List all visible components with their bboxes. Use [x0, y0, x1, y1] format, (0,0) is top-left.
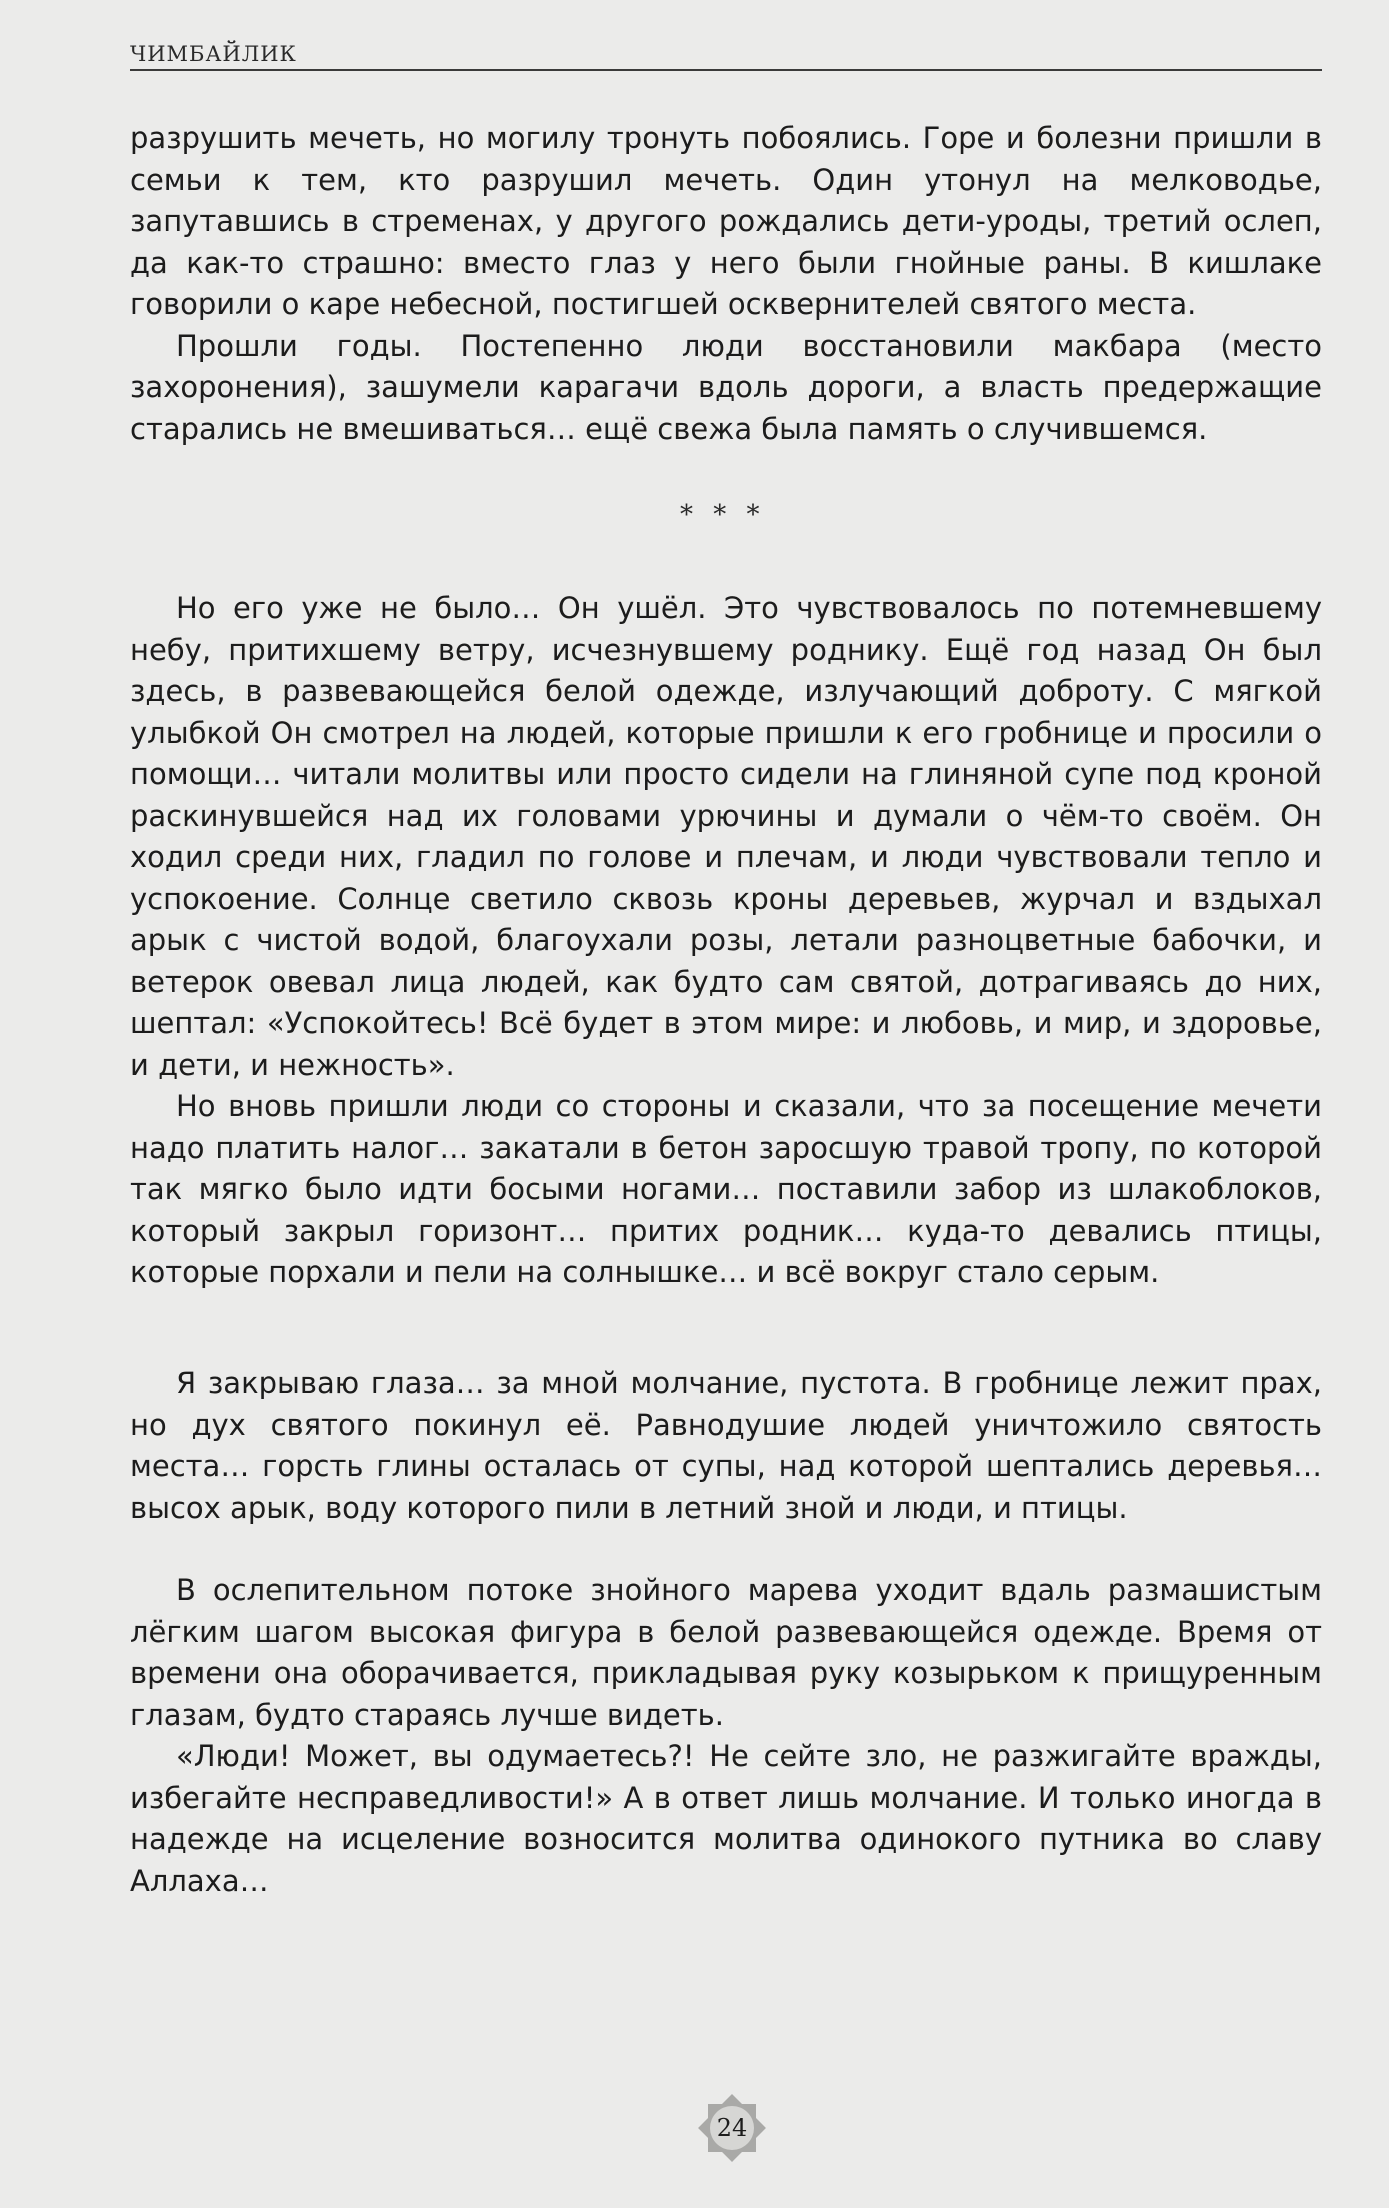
page-number: 24 [716, 2114, 748, 2142]
paragraph: В ослепительном потоке знойного марева уходит вдаль размашистым лёгким шагом высокая фигура в белой развевающейся одежде. Время от времени она оборачивается, прикладывая руку козырьком к прищуренным глазам, будто стараясь лучше видеть. [130, 1573, 1322, 1732]
page-number-badge [694, 2090, 770, 2166]
text-block-4 [130, 1570, 1322, 1902]
paragraph: разрушить мечеть, но могилу тронуть побоялись. Горе и болезни пришли в семьи к тем, кто разрушил мечеть. Один утонул на мелководье, запутавшись в стременах, у другого рождались дети-уроды, третий ослеп, да как-то страшно: вместо глаз у него были гнойные раны. В кишлаке говорили о каре небесной, постигшей осквернителей святого места. [130, 121, 1322, 321]
text-block-2 [130, 588, 1322, 1294]
paragraph: «Люди! Может, вы одумаетесь?! Не сейте зло, не разжигайте вражды, избегайте несправедливости!» А в ответ лишь молчание. И только иногда в надежде на исцеление возносится молитва одинокого путника во славу Аллаха… [130, 1739, 1322, 1898]
paragraph: Прошли годы. Постепенно люди восстановили макбара (место захоронения), зашумели карагачи вдоль дороги, а власть предержащие старались не вмешиваться… ещё свежа была память о случившемся. [130, 328, 1322, 446]
section-separator: * * * [680, 500, 766, 530]
page-header [130, 42, 1322, 71]
paragraph: Но вновь пришли люди со стороны и сказали, что за посещение мечети надо платить налог… закатали в бетон заросшую травой тропу, по которой так мягко было идти босыми ногами… поставили забор из шлакоблоков, который закрыл горизонт… притих родник… куда-то девались птицы, которые порхали и пели на солнышке… и всё вокруг стало серым. [130, 1089, 1322, 1289]
paragraph: Я закрываю глаза… за мной молчание, пустота. В гробнице лежит прах, но дух святого покинул её. Равнодушие людей уничтожило святость места… горсть глины осталась от супы, над которой шептались деревья… высох арык, воду которого пили в летний зной и люди, и птицы. [130, 1366, 1322, 1525]
text-block-1 [130, 118, 1322, 450]
paragraph: Но его уже не было… Он ушёл. Это чувствовалось по потемневшему небу, притихшему ветру, исчезнувшему роднику. Ещё год назад Он был здесь, в развевающейся белой одежде, излучающий доброту. С мягкой улыбкой Он смотрел на людей, которые пришли к его гробнице и просили о помощи… читали молитвы или просто сидели на глиняной супе под кроной раскинувшейся над их головами урючины и думали о чём-то своём. Он ходил среди них, гладил по голове и плечам, и люди чувствовали тепло и успокоение. Солнце светило сквозь кроны деревьев, журчал и вздыхал арык с чистой водой, благоухали розы, летали разноцветные бабочки, и ветерок овевал лица людей, как будто сам святой, дотрагиваясь до них, шептал: «Успокойтесь! Всё будет в этом мире: и любовь, и мир, и здоровье, и дети, и нежность». [130, 591, 1322, 1082]
running-head: ЧИМБАЙЛИК [130, 42, 297, 66]
text-block-3 [130, 1363, 1322, 1529]
